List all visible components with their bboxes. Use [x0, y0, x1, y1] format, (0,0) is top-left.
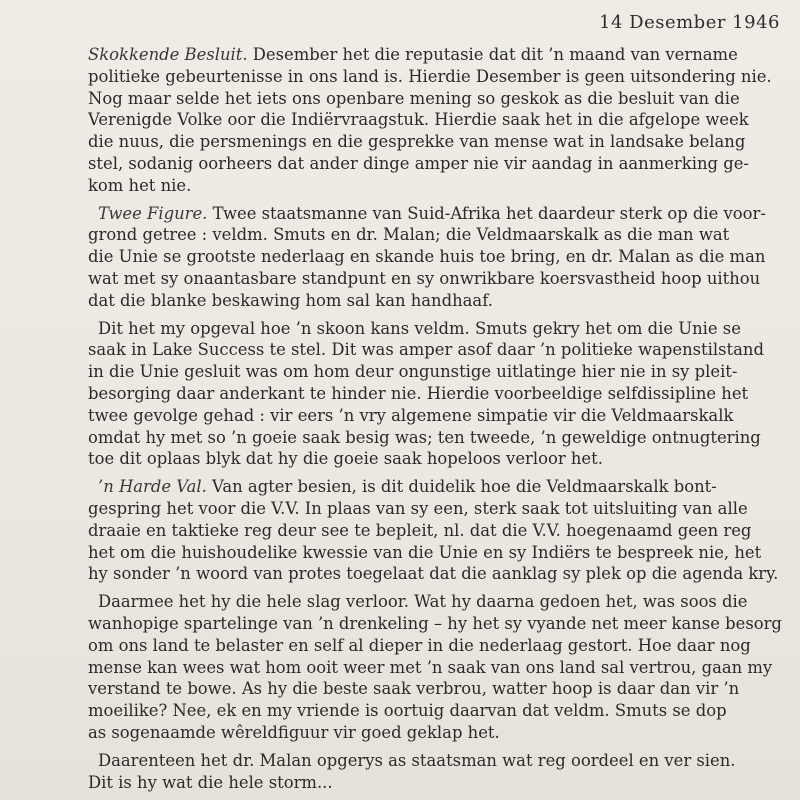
text-line: kom het nie.: [88, 175, 192, 195]
text-line: besorging daar anderkant te hinder nie. Hierdie voorbeeldige selfdissipline het: [88, 383, 749, 403]
paragraph-dr-malan: [88, 750, 788, 792]
paragraph-harde-val: [88, 476, 788, 585]
paragraph-lake-success: [88, 318, 788, 471]
text-line: Daarenteen het dr. Malan opgerys as staatsman wat reg oordeel en ver sien.: [98, 750, 736, 770]
section-heading: Twee Figure.: [98, 203, 208, 223]
paragraph-slag-verloor: [88, 591, 788, 744]
text-line: die nuus, die persmenings en die gesprekke van mense wat in landsake belang: [88, 132, 746, 152]
text-line: grond getree : veldm. Smuts en dr. Malan; die Veldmaarskalk as die man wat: [88, 225, 730, 245]
text-line: verstand te bowe. As hy die beste saak verbrou, watter hoop is daar dan vir ’n: [88, 679, 740, 699]
text-line: dat die blanke beskawing hom sal kan handhaaf.: [88, 290, 493, 310]
text-line: omdat hy met so ’n goeie saak besig was; ten tweede, ’n geweldige ontnugtering: [88, 427, 761, 447]
text-line: wanhopige spartelinge van ’n drenkeling – hy het sy vyande net meer kanse besorg: [88, 613, 782, 633]
text-line: wat met sy onaantasbare standpunt en sy onwrikbare koersvastheid hoop uithou: [88, 268, 761, 288]
text-line: Skokkende Besluit. Desember het die reputasie dat dit ’n maand van vername: [88, 45, 738, 64]
text-line: om ons land te belaster en self al dieper in die nederlaag gestort. Hoe daar nog: [88, 635, 751, 655]
text-line: stel, sodanig oorheers dat ander dinge amper nie vir aandag in aanmerking ge-: [88, 153, 749, 173]
text-line: Verenigde Volke oor die Indiërvraagstuk. Hierdie saak het in die afgelope week: [88, 110, 749, 130]
text-line-cut-off: Dit is hy wat die hele storm...: [88, 772, 333, 792]
text-line: Twee Figure. Twee staatsmanne van Suid-Afrika het daardeur sterk op die voor-: [98, 203, 766, 223]
text-line: die Unie se grootste nederlaag en skande huis toe bring, en dr. Malan as die man: [88, 247, 766, 267]
text-line: politieke gebeurtenisse in ons land is. Hierdie Desember is geen uitsondering nie.: [88, 66, 772, 86]
page-header-date: 14 Desember 1946: [599, 12, 780, 33]
text-line: moeilike? Nee, ek en my vriende is oortuig daarvan dat veldm. Smuts se dop: [88, 701, 727, 721]
paragraph-twee-figure: [88, 203, 788, 312]
paragraph-skokkende-besluit: [88, 44, 788, 197]
page-body: [88, 44, 788, 792]
text-line: Daarmee het hy die hele slag verloor. Wat hy daarna gedoen het, was soos die: [98, 592, 748, 612]
section-heading: Skokkende Besluit.: [88, 45, 248, 64]
text-line: het om die huishoudelike kwessie van die Unie en sy Indiërs te bespreek nie, het: [88, 542, 762, 562]
text-line: mense kan wees wat hom ooit weer met ’n saak van ons land sal vertrou, gaan my: [88, 657, 773, 677]
text-line: twee gevolge gehad : vir eers ’n vry algemene simpatie vir die Veldmaarskalk: [88, 405, 734, 425]
text-line: Dit het my opgeval hoe ’n skoon kans veldm. Smuts gekry het om die Unie se: [98, 318, 741, 338]
text-line: hy sonder ’n woord van protes toegelaat dat die aanklag sy plek op die agenda kry.: [88, 564, 779, 584]
text-line: as sogenaamde wêreldfiguur vir goed geklap het.: [88, 722, 500, 742]
section-heading: ’n Harde Val.: [98, 477, 207, 497]
text-line: ’n Harde Val. Van agter besien, is dit duidelik hoe die Veldmaarskalk bont-: [98, 477, 717, 497]
text-line: saak in Lake Success te stel. Dit was amper asof daar ’n politieke wapenstilstand: [88, 340, 764, 360]
text-line: draaie en taktieke reg deur see te bepleit, nl. dat die V.V. hoegenaamd geen reg: [88, 520, 752, 540]
text-line: gespring het voor die V.V. In plaas van sy een, sterk saak tot uitsluiting van alle: [88, 498, 748, 518]
text-line: Nog maar selde het iets ons openbare mening so geskok as die besluit van die: [88, 88, 740, 108]
text-line: toe dit oplaas blyk dat hy die goeie saak hopeloos verloor het.: [88, 449, 603, 469]
text-line: in die Unie gesluit was om hom deur ongunstige uitlatinge hier nie in sy pleit-: [88, 362, 738, 382]
